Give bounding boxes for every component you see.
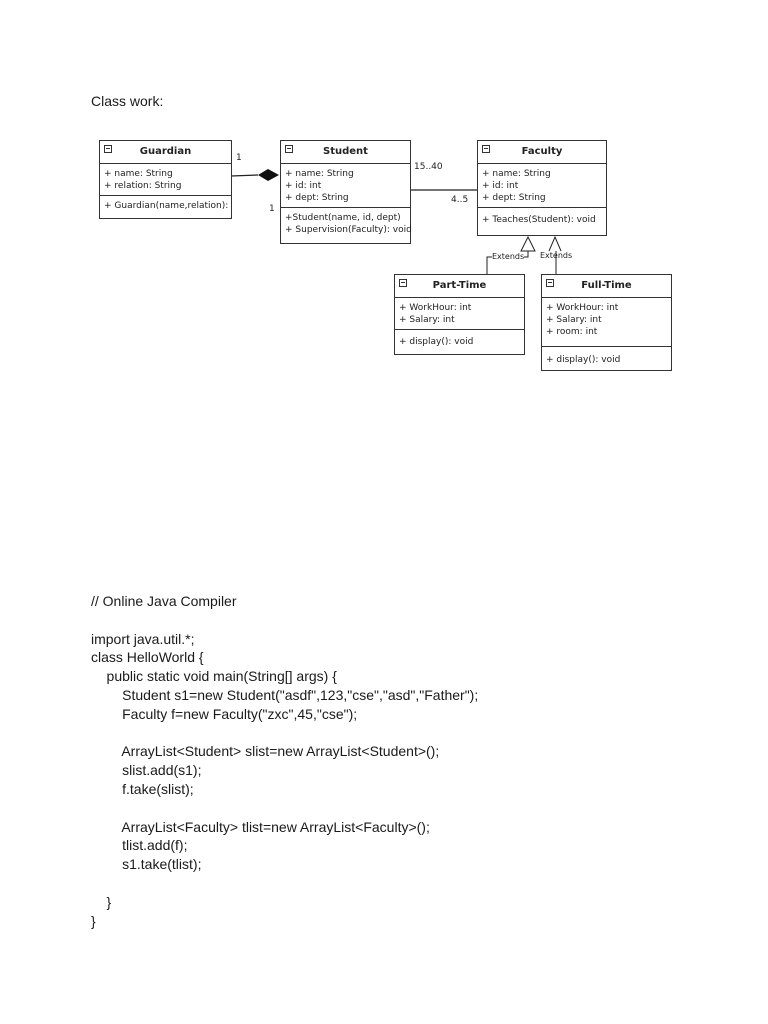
class-part-time	[394, 274, 525, 355]
collapse-icon	[546, 279, 554, 287]
attribute: + WorkHour: int	[546, 303, 619, 313]
class-full-time	[541, 274, 672, 371]
class-faculty	[477, 140, 607, 236]
attributes	[395, 298, 524, 330]
attributes	[100, 164, 231, 196]
attribute: + dept: String	[482, 193, 546, 203]
class-name: Part-Time	[432, 280, 487, 291]
code-line: }	[91, 893, 112, 910]
class-guardian	[99, 140, 232, 219]
code-line: ArrayList<Student> slist=new ArrayList<Student>();	[91, 743, 440, 760]
code-line	[91, 724, 478, 743]
method: + Guardian(name,relation):	[104, 201, 229, 211]
code-line: Student s1=new Student("asdf",123,"cse","asd","Father");	[91, 686, 479, 703]
multiplicity-guardian: 1	[236, 153, 242, 163]
code-line: class HelloWorld {	[91, 649, 204, 666]
code-line: f.take(slist);	[91, 780, 194, 797]
page-heading: Class work:	[91, 93, 164, 109]
attribute: + name: String	[482, 169, 551, 179]
java-code-block	[91, 592, 478, 930]
attribute: + WorkHour: int	[399, 303, 472, 313]
method: +Student(name, id, dept)	[285, 213, 401, 223]
uml-class-diagram	[0, 0, 768, 400]
extends-label-part-time: Extends	[492, 252, 525, 261]
methods	[281, 208, 410, 239]
multiplicity-student: 1	[269, 204, 275, 214]
attribute: + Salary: int	[546, 315, 602, 325]
code-line: // Online Java Compiler	[91, 593, 237, 609]
class-name: Student	[323, 146, 368, 157]
code-line: tlist.add(f);	[91, 837, 188, 854]
code-line	[91, 799, 478, 818]
attribute: + dept: String	[285, 193, 349, 203]
attribute: + room: int	[546, 327, 598, 337]
attribute: + id: int	[285, 181, 322, 191]
code-line	[91, 874, 478, 893]
attributes	[478, 164, 606, 208]
code-line: slist.add(s1);	[91, 762, 202, 779]
composition-diamond	[258, 169, 279, 181]
class-student	[280, 140, 411, 244]
collapse-icon	[285, 145, 293, 153]
methods	[478, 208, 606, 229]
attribute: + relation: String	[104, 181, 182, 191]
attributes	[542, 298, 671, 347]
class-name: Faculty	[521, 146, 563, 157]
class-name: Full-Time	[581, 280, 632, 291]
collapse-icon	[399, 279, 407, 287]
attribute: + name: String	[285, 169, 354, 179]
method: + Teaches(Student): void	[482, 215, 596, 225]
code-line: ArrayList<Faculty> tlist=new ArrayList<Faculty>();	[91, 818, 430, 835]
multiplicity-student-faculty-right: 4..5	[451, 195, 469, 205]
multiplicity-student-faculty-left: 15..40	[414, 162, 443, 172]
code-line: import java.util.*;	[91, 630, 195, 647]
collapse-icon	[482, 145, 490, 153]
methods	[100, 196, 231, 215]
method: + display(): void	[546, 355, 621, 365]
method: + display(): void	[399, 337, 474, 347]
attribute: + name: String	[104, 169, 173, 179]
extends-arrow-full-time	[549, 237, 561, 251]
methods	[542, 347, 671, 369]
method: + Supervision(Faculty): void	[285, 225, 412, 235]
code-line: Faculty f=new Faculty("zxc",45,"cse");	[91, 705, 358, 722]
extends-label-full-time: Extends	[540, 251, 573, 260]
collapse-icon	[104, 145, 112, 153]
extends-arrow-part-time	[521, 237, 535, 251]
code-line	[91, 611, 478, 630]
class-name: Guardian	[139, 146, 192, 157]
composition-line	[231, 175, 258, 176]
code-line: s1.take(tlist);	[91, 856, 202, 873]
methods	[395, 330, 524, 351]
attribute: + Salary: int	[399, 315, 455, 325]
attribute: + id: int	[482, 181, 519, 191]
code-line: }	[91, 912, 96, 929]
attributes	[281, 164, 410, 208]
code-line: public static void main(String[] args) {	[91, 668, 337, 685]
